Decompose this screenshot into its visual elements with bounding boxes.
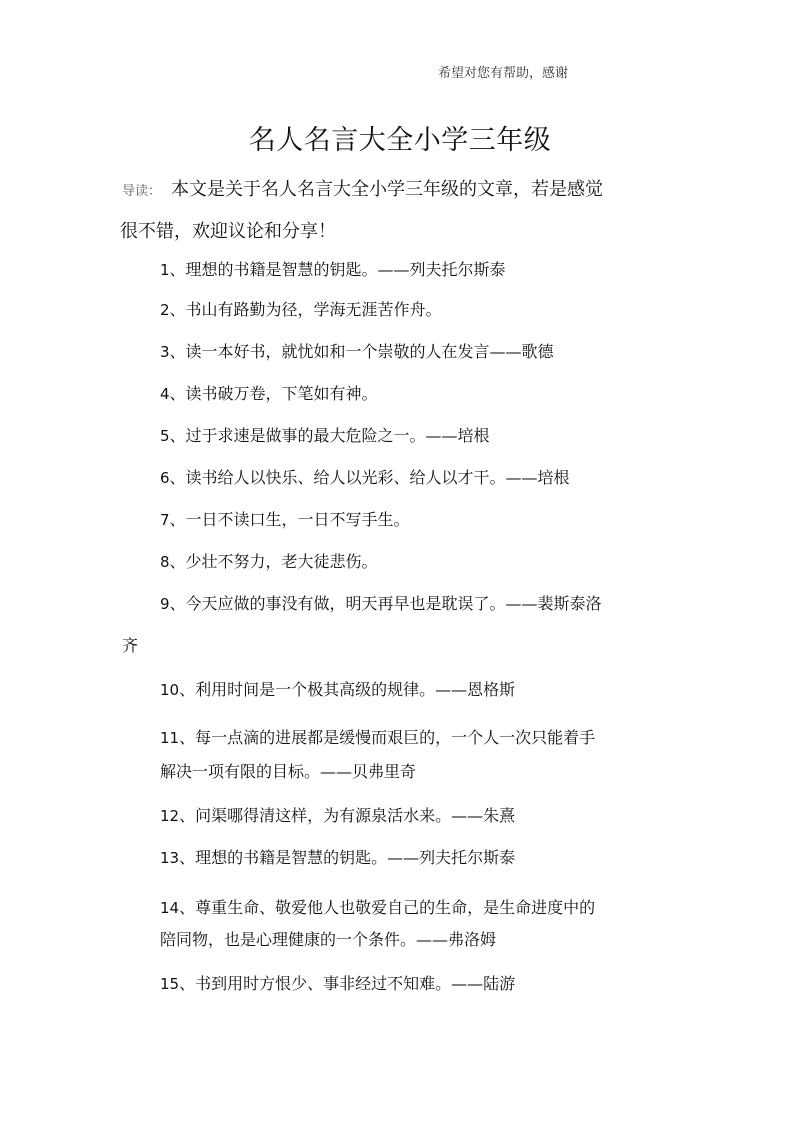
quote-item-6: [160, 468, 570, 488]
quote-number: 15: [160, 975, 180, 993]
quote-number: 6: [160, 469, 170, 487]
quote-text: 、利用时间是一个极其高级的规律。——恩格斯: [179, 680, 516, 699]
intro-line-2: 很不错，欢迎议论和分享！: [120, 221, 336, 242]
quote-item-14-continuation: 陪同物，也是心理健康的一个条件。——弗洛姆: [160, 930, 497, 949]
quote-item-5: [160, 426, 490, 446]
quote-number: 4: [160, 385, 170, 403]
quote-item-13: [160, 848, 515, 868]
quote-item-7: [160, 510, 410, 530]
quote-number: 3: [160, 343, 170, 361]
quote-item-10: [160, 680, 515, 700]
quote-item-3: [160, 342, 554, 362]
intro-text-1: 本文是关于名人名言大全小学三年级的文章，若是感觉: [171, 179, 604, 200]
quote-number: 10: [160, 681, 180, 699]
quote-number: 13: [160, 849, 180, 867]
quote-item-14: [160, 898, 595, 918]
quote-number: 14: [160, 899, 180, 917]
quote-number: 12: [160, 807, 180, 825]
quote-number: 11: [160, 729, 180, 747]
quote-item-11-continuation: 解决一项有限的目标。——贝弗里奇: [160, 762, 417, 781]
quote-item-8: [160, 552, 378, 572]
quote-text: 、问渠哪得清这样，为有源泉活水来。——朱熹: [179, 806, 516, 825]
quote-number: 1: [160, 261, 170, 279]
intro-paragraph: [122, 170, 662, 252]
quote-text: 、尊重生命、敬爱他人也敬爱自己的生命，是生命进度中的: [179, 898, 596, 917]
quote-item-9: [160, 594, 602, 614]
quote-item-4: [160, 384, 378, 404]
quote-text: 、理想的书籍是智慧的钥匙。——列夫托尔斯泰: [169, 260, 506, 279]
quote-item-9-continuation: 齐: [122, 636, 139, 655]
page-title: 名人名言大全小学三年级: [248, 125, 552, 156]
quote-text: 、读书给人以快乐、给人以光彩、给人以才干。——培根: [169, 468, 570, 487]
quote-text: 、少壮不努力，老大徒悲伤。: [169, 552, 378, 571]
quote-number: 7: [160, 511, 170, 529]
quote-number: 9: [160, 595, 170, 613]
quote-text: 、一日不读口生，一日不写手生。: [169, 510, 410, 529]
quote-text: 、书山有路勤为径，学海无涯苦作舟。: [169, 300, 442, 319]
quote-item-1: [160, 260, 506, 280]
quote-item-11: [160, 728, 595, 748]
quote-number: 5: [160, 427, 170, 445]
quote-text: 、理想的书籍是智慧的钥匙。——列夫托尔斯泰: [179, 848, 516, 867]
quote-item-15: [160, 974, 515, 994]
quote-item-12: [160, 806, 515, 826]
quote-item-2: [160, 300, 442, 320]
quote-text: 、读一本好书，就忧如和一个崇敬的人在发言——歌德: [169, 342, 554, 361]
quote-text: 、今天应做的事没有做，明天再早也是耽误了。——裴斯泰洛: [169, 594, 602, 613]
intro-lead: 导读：: [122, 184, 162, 199]
intro-line-1: [122, 170, 662, 212]
quote-text: 、过于求速是做事的最大危险之一。——培根: [169, 426, 490, 445]
quote-text: 、书到用时方恨少、事非经过不知难。——陆游: [179, 974, 516, 993]
header-note: 希望对您有帮助，感谢: [438, 66, 569, 81]
quote-number: 2: [160, 301, 170, 319]
quote-text: 、读书破万卷，下笔如有神。: [169, 384, 378, 403]
quote-text: 、每一点滴的进展都是缓慢而艰巨的，一个人一次只能着手: [179, 728, 596, 747]
quote-number: 8: [160, 553, 170, 571]
